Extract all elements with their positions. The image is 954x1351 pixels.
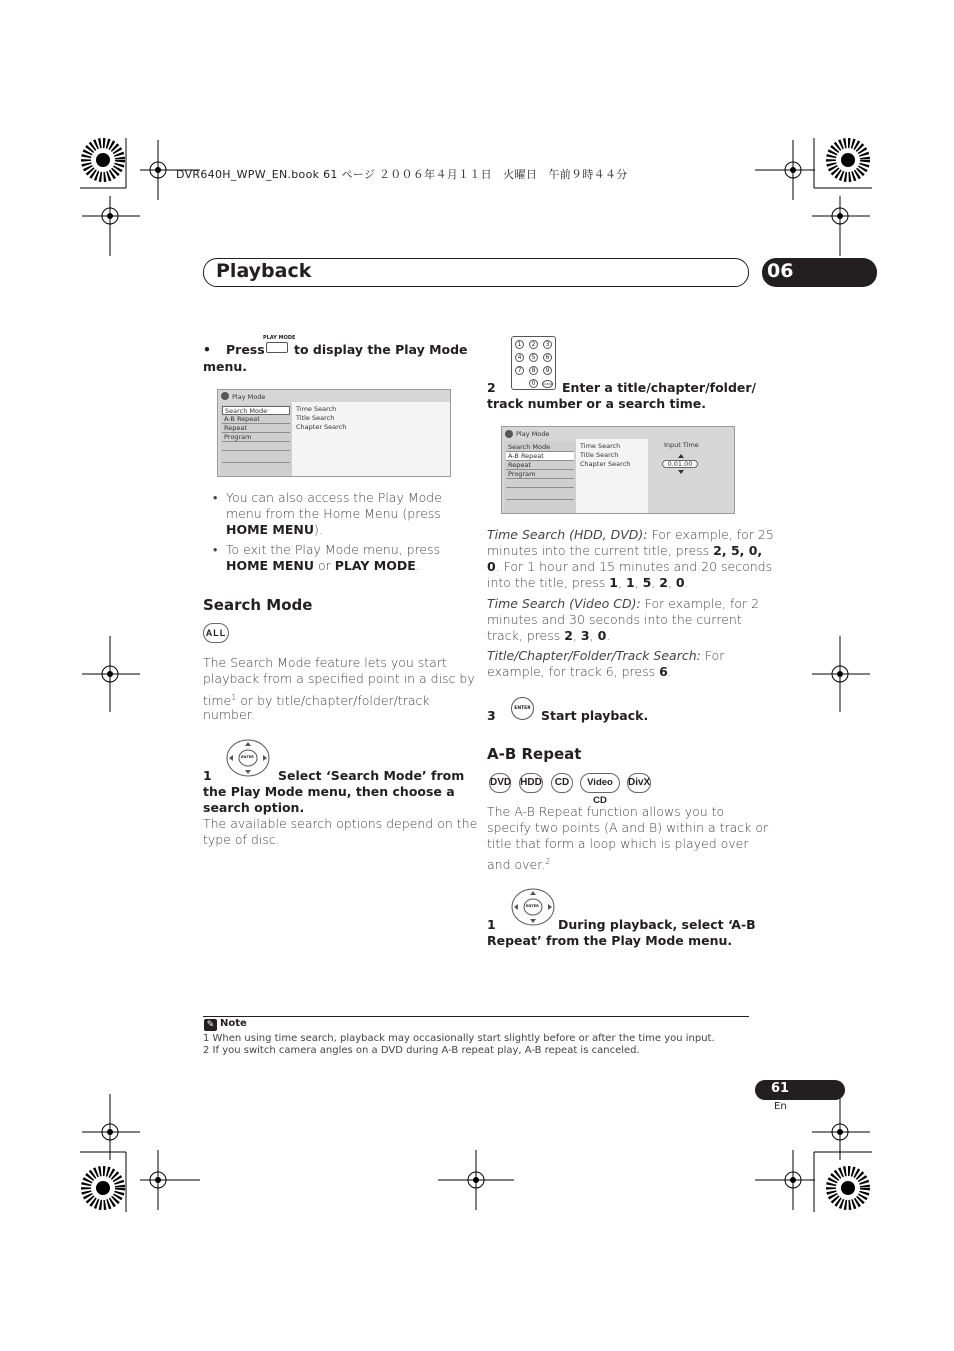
osd-menu-item: Search Mode <box>506 443 574 452</box>
chapter-title: Playback <box>216 260 312 282</box>
osd-menu-item: A-B Repeat <box>506 452 574 461</box>
footnote-1: 1 When using time search, playback may occasionally start slightly before or after the time you input. <box>203 1033 715 1044</box>
step1-num: 1 <box>203 768 212 783</box>
osd-menu-item: Program <box>506 470 574 479</box>
key: 5 <box>642 575 652 590</box>
osd-menu-item: A-B Repeat <box>222 415 290 424</box>
osd-option: Title Search <box>296 414 335 422</box>
enter-label: ENTER <box>241 755 254 759</box>
search-desc-time: time <box>203 693 232 709</box>
press-text: to display the Play Mode <box>294 342 468 357</box>
time-search-vcd-2: minutes and 30 seconds into the current <box>487 612 742 627</box>
sep: , <box>651 575 660 590</box>
ab-desc-4 <box>487 854 550 873</box>
key: 2 <box>659 575 668 590</box>
divx-badge: DivX <box>627 773 651 793</box>
enter-label: ENTER <box>526 904 539 908</box>
ab-step1-line2: Repeat’ from the Play Mode menu. <box>487 933 733 948</box>
keypad-key: 1 <box>515 340 524 349</box>
text: example, for track 6, press <box>487 664 660 679</box>
step2-line2: track number or a search time. <box>487 396 706 411</box>
end: . <box>667 664 672 679</box>
text: For <box>700 648 725 663</box>
key-sequence: 2, 5, 0, <box>713 543 763 558</box>
search-desc-1: The Search Mode feature lets you start <box>203 655 447 670</box>
keypad-clear-key: CLEAR <box>543 382 553 386</box>
ab-desc-1: The A-B Repeat function allows you to <box>487 804 725 819</box>
osd-option: Time Search <box>296 405 337 413</box>
chapter-number: 06 <box>762 258 877 287</box>
step2-line1: Enter a title/chapter/folder/ <box>562 380 757 395</box>
time-search-vcd-label: Time Search (Video CD): <box>487 596 641 611</box>
sep: , <box>572 628 581 643</box>
time-search-vcd-3 <box>487 628 610 644</box>
osd-option: Time Search <box>580 442 621 450</box>
ab-desc-2: specify two points (A and B) within a track or <box>487 820 769 835</box>
tip1-line3 <box>226 522 323 538</box>
osd-menu-item: Program <box>222 433 290 442</box>
note-rule <box>203 1016 749 1017</box>
sep: , <box>634 575 643 590</box>
osd-menu-item: Search Mode <box>222 406 290 415</box>
text: and over. <box>487 857 546 873</box>
text: into the title, press <box>487 575 610 590</box>
keypad-key: 3 <box>543 340 552 349</box>
disc-icon <box>221 392 229 400</box>
home-menu-key: HOME MENU <box>226 558 315 573</box>
page-number: 61 <box>755 1080 845 1100</box>
play-mode-osd-1 <box>217 389 451 477</box>
footnote-ref: 1 <box>231 693 237 702</box>
search-desc-4: number. <box>203 707 255 722</box>
step3-num: 3 <box>487 708 496 723</box>
keypad-key: 2 <box>529 340 538 349</box>
sep: , <box>667 575 676 590</box>
number-keypad-icon <box>511 336 556 390</box>
up-arrow-icon <box>678 454 684 458</box>
osd-title: Play Mode <box>516 430 550 438</box>
note-label: Note <box>220 1018 247 1029</box>
osd-menu-item-empty <box>506 479 574 488</box>
key-sequence: 0 <box>487 559 496 574</box>
book-header: DVR640H_WPW_EN.book 61 ページ ２００６年４月１１日 火曜日 午前９時４４分 <box>176 168 628 181</box>
keypad-key: 4 <box>515 353 524 362</box>
key: 1 <box>609 575 618 590</box>
text: track, press <box>487 628 565 643</box>
search-desc-rest: or by title/chapter/folder/track <box>236 693 430 709</box>
title-search-2 <box>487 664 672 680</box>
disc-icon <box>505 430 513 438</box>
key: 2 <box>564 628 573 643</box>
title-search-1 <box>487 648 724 664</box>
play-mode-key-label: PLAY MODE <box>263 335 296 341</box>
footnote-ref: 2 <box>545 857 551 866</box>
osd-menu-item-empty <box>222 454 290 463</box>
osd-menu <box>220 404 292 476</box>
sep: , <box>617 575 626 590</box>
ab-step1-line1: During playback, select ‘A-B <box>558 917 756 932</box>
tip-bullet: • <box>213 490 218 505</box>
osd-menu-item-empty <box>506 491 574 500</box>
press-word: Press <box>226 342 265 357</box>
press-bullet: • <box>203 342 211 357</box>
end: . <box>684 575 689 590</box>
osd-options <box>292 402 450 476</box>
keypad-key: 0 <box>529 379 538 388</box>
tip-bullet: • <box>213 542 218 557</box>
step2-num: 2 <box>487 380 496 395</box>
osd-option: Chapter Search <box>580 460 631 468</box>
end: . <box>606 628 611 643</box>
osd-option: Chapter Search <box>296 423 347 431</box>
search-mode-heading: Search Mode <box>203 596 313 614</box>
title-search-label: Title/Chapter/Folder/Track Search: <box>487 648 701 663</box>
keypad-key: 9 <box>543 366 552 375</box>
time-search-hdd-2 <box>487 543 762 559</box>
tip1-line2: menu from the Home Menu (press <box>226 506 441 521</box>
hdd-badge: HDD <box>519 773 543 793</box>
text: For example, for 25 <box>647 527 774 542</box>
step3-text: Start playback. <box>541 708 649 723</box>
time-search-hdd-3 <box>487 559 772 575</box>
keypad-key: 7 <box>515 366 524 375</box>
time-search-hdd-4 <box>487 575 689 591</box>
step1-line2: the Play Mode menu, then choose a <box>203 784 455 799</box>
cd-badge: CD <box>551 773 573 793</box>
time-search-hdd-1 <box>487 527 774 543</box>
home-menu-key: HOME MENU <box>226 522 315 537</box>
sep: , <box>589 628 598 643</box>
osd-menu <box>504 441 576 513</box>
keypad-key: 6 <box>543 353 552 362</box>
press-text-2: menu. <box>203 359 248 374</box>
enter-button-icon: ENTER <box>511 697 534 720</box>
time-search-vcd-1 <box>487 596 759 612</box>
ab-repeat-heading: A-B Repeat <box>487 745 582 763</box>
note-icon: ✎ <box>204 1019 217 1031</box>
tip2-end: . <box>415 558 420 573</box>
step1-desc-2: type of disc. <box>203 832 280 847</box>
key: 0 <box>597 628 607 643</box>
search-desc-2: playback from a specified point in a disc by <box>203 671 475 686</box>
video-cd-badge: Video CD <box>580 773 620 793</box>
ab-desc-3: title that form a loop which is played over <box>487 836 749 851</box>
osd-menu-item: Repeat <box>222 424 290 433</box>
tip1-line1: You can also access the Play Mode <box>226 490 442 505</box>
osd-menu-item: Repeat <box>506 461 574 470</box>
osd-option: Title Search <box>580 451 619 459</box>
key: 1 <box>625 575 635 590</box>
osd-title: Play Mode <box>232 393 266 401</box>
tip2-line2 <box>226 558 420 574</box>
down-arrow-icon <box>678 470 684 474</box>
play-mode-key-icon <box>266 342 288 353</box>
time-search-hdd-label: Time Search (HDD, DVD): <box>487 527 648 542</box>
key: 6 <box>659 664 668 679</box>
tip2-line1: To exit the Play Mode menu, press <box>226 542 441 557</box>
language-label: En <box>774 1101 787 1112</box>
input-time-label: Input Time <box>664 441 699 449</box>
tip2-or: or <box>314 558 335 573</box>
all-badge: ALL <box>203 623 229 643</box>
step1-line3: search option. <box>203 800 305 815</box>
text: For example, for 2 <box>640 596 760 611</box>
step1-line1: Select ‘Search Mode’ from <box>278 768 465 783</box>
key: 0 <box>675 575 685 590</box>
keypad-key: 5 <box>529 353 538 362</box>
key: 3 <box>580 628 590 643</box>
dvd-badge: DVD <box>489 773 511 793</box>
text: . For 1 hour and 15 minutes and 20 seconds <box>495 559 773 574</box>
input-time-value: 0.01.00 <box>662 460 698 468</box>
step1-desc-1: The available search options depend on the <box>203 816 478 831</box>
osd-options <box>576 439 648 513</box>
play-mode-osd-2 <box>501 426 735 514</box>
osd-menu-item-empty <box>222 442 290 451</box>
footnote-2: 2 If you switch camera angles on a DVD during A-B repeat play, A-B repeat is canceled. <box>203 1045 640 1056</box>
tip1-end: ). <box>314 522 323 537</box>
text: minutes into the current title, press <box>487 543 714 558</box>
keypad-key: 8 <box>529 366 538 375</box>
play-mode-key: PLAY MODE <box>334 558 416 573</box>
ab-step1-num: 1 <box>487 917 496 932</box>
